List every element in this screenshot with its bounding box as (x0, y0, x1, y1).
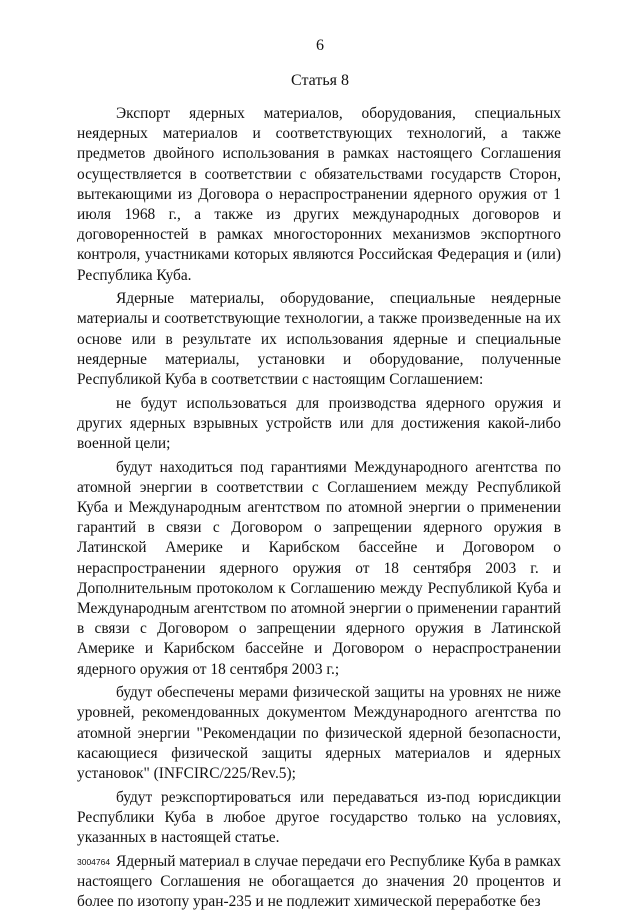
paragraph-export: Экспорт ядерных материалов, оборудования, специальных неядерных материалов и соответствующих технологий, а также предметов двойного использования в рамках настоящего Соглашения осуществляется в соответствии с обязательствами государств Сторон, вытекающими из Договора о нераспространении ядерного оружия от 1 июля 1968 г., а также из других международных договоров и договоренностей в рамках многосторонних механизмов экспортного контроля, участниками которых являются Российская Федерация и (или) Республика Куба. (77, 105, 561, 284)
paragraph-materials: Ядерные материалы, оборудование, специальные неядерные материалы и соответствующие технологии, а также произведенные на их основе или в результате их использования ядерные и специальные неядерные материалы, установки и оборудование, полученные Республикой Куба в соответствии с настоящим Соглашением: (77, 290, 561, 389)
paragraph-reexport: будут реэкспортироваться или передаваться из-под юрисдикции Республики Куба в любое другое государство только на условиях, указанных в настоящей статье. (77, 788, 561, 847)
document-code: 3004764 (77, 857, 111, 867)
paragraph-no-weapons: не будут использоваться для производства ядерного оружия и других ядерных взрывных устройств или для достижения какой-либо военной цели; (77, 394, 561, 453)
article-body (77, 104, 561, 916)
article-title: Статья 8 (291, 72, 349, 89)
paragraph-physical-protection: будут обеспечены мерами физической защиты на уровнях не ниже уровней, рекомендованных документом Международного агентства по атомной энергии "Рекомендации по физической ядерной безопасности, касающиеся физической защиты ядерных материалов и ядерных установок" (INFCIRC/225/Rev.5); (77, 684, 561, 783)
paragraph-safeguards: будут находиться под гарантиями Международного агентства по атомной энергии в соответствии с Соглашением между Республикой Куба и Международным агентством по атомной энергии о применении гарантий в связи с Договором о запрещении ядерного оружия в Латинской Америке и Карибском бассейне и Договором о нераспространении ядерного оружия от 18 сентября 2003 г. и Дополнительным протоколом к Соглашению между Республикой Куба и Международным агентством по атомной энергии о применении гарантий в связи с Договором о запрещении ядерного оружия в Латинской Америке и Карибском бассейне и Договором о нераспространении ядерного оружия от 18 сентября 2003 г.; (77, 458, 561, 678)
paragraph-enrichment: Ядерный материал в случае передачи его Республике Куба в рамках настоящего Соглашения не обогащается до значения 20 процентов и более по изотопу уран-235 и не подлежит химической переработке без (77, 852, 561, 911)
page-number: 6 (316, 37, 324, 54)
